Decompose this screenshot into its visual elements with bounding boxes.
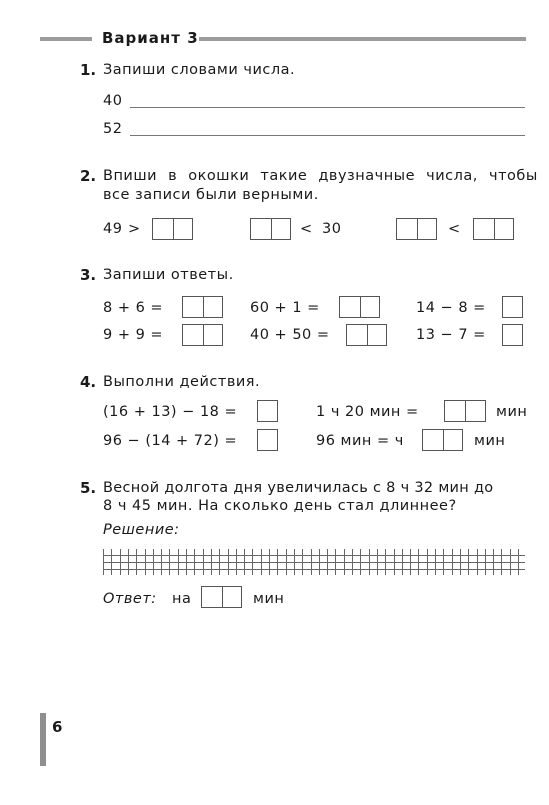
answer-box-4b[interactable] [444, 400, 486, 422]
answer-box-3e[interactable] [346, 324, 387, 346]
answer-box-2c[interactable] [396, 218, 437, 240]
task-2-expr1-op: > [128, 221, 141, 237]
answer-prefix: на [172, 591, 192, 607]
task-2-expr2-op: < [300, 221, 313, 237]
task-2-expr2-right: 30 [322, 221, 342, 237]
task-4-expr-4-unit: мин [474, 433, 506, 449]
answer-box-2b[interactable] [250, 218, 291, 240]
task-1-item-40: 40 [103, 93, 123, 109]
page-title: Вариант 3 [102, 29, 199, 47]
task-3-expr-3: 14 − 8 = [416, 300, 486, 316]
answer-unit: мин [253, 591, 285, 607]
answer-box-4d[interactable] [422, 429, 463, 451]
task-1-number: 1. [80, 61, 97, 79]
task-4-expr-3: 96 − (14 + 72) = [103, 433, 238, 449]
answer-box-2a[interactable] [152, 218, 193, 240]
solution-grid[interactable] [103, 549, 525, 575]
task-3-expr-6: 13 − 7 = [416, 327, 486, 343]
task-3-expr-2: 60 + 1 = [250, 300, 320, 316]
answer-box-3f[interactable] [502, 324, 523, 346]
answer-box-3a[interactable] [182, 296, 223, 318]
task-3-expr-1: 8 + 6 = [103, 300, 164, 316]
task-3-text: Запиши ответы. [103, 267, 234, 283]
answer-line-40[interactable] [130, 107, 525, 108]
task-4-expr-2: 1 ч 20 мин = [316, 404, 419, 420]
task-4-text: Выполни действия. [103, 374, 261, 390]
page-number: 6 [52, 718, 63, 736]
task-2-text-line1: Впиши в окошки такие двузначные числа, чтобы [103, 168, 538, 184]
task-5-text-line2: 8 ч 45 мин. На сколько день стал длиннее? [103, 498, 457, 514]
task-1-text: Запиши словами числа. [103, 62, 296, 78]
task-5-number: 5. [80, 479, 97, 497]
task-3-number: 3. [80, 266, 97, 284]
task-3-expr-4: 9 + 9 = [103, 327, 164, 343]
answer-box-4c[interactable] [257, 429, 278, 451]
answer-box-4a[interactable] [257, 400, 278, 422]
task-4-expr-4: 96 мин = ч [316, 433, 404, 449]
answer-line-52[interactable] [130, 135, 525, 136]
task-4-expr-2-unit: мин [496, 404, 528, 420]
page-number-bar [40, 713, 46, 766]
task-2-text-line2: все записи были верными. [103, 187, 319, 203]
answer-box-3c[interactable] [502, 296, 523, 318]
header-rule-right [199, 37, 526, 41]
answer-label: Ответ: [103, 591, 157, 607]
task-3-expr-5: 40 + 50 = [250, 327, 330, 343]
answer-box-3d[interactable] [182, 324, 223, 346]
task-2-expr1-left: 49 [103, 221, 123, 237]
answer-box-2d[interactable] [473, 218, 514, 240]
task-4-expr-1: (16 + 13) − 18 = [103, 404, 238, 420]
task-4-number: 4. [80, 373, 97, 391]
answer-box-5[interactable] [201, 586, 242, 608]
answer-box-3b[interactable] [339, 296, 380, 318]
task-2-number: 2. [80, 167, 97, 185]
solution-label: Решение: [103, 522, 180, 538]
task-5-text-line1: Весной долгота дня увеличилась с 8 ч 32 мин до [103, 480, 494, 496]
header-rule-left [40, 37, 92, 41]
task-1-item-52: 52 [103, 121, 123, 137]
task-2-expr3-op: < [448, 221, 461, 237]
